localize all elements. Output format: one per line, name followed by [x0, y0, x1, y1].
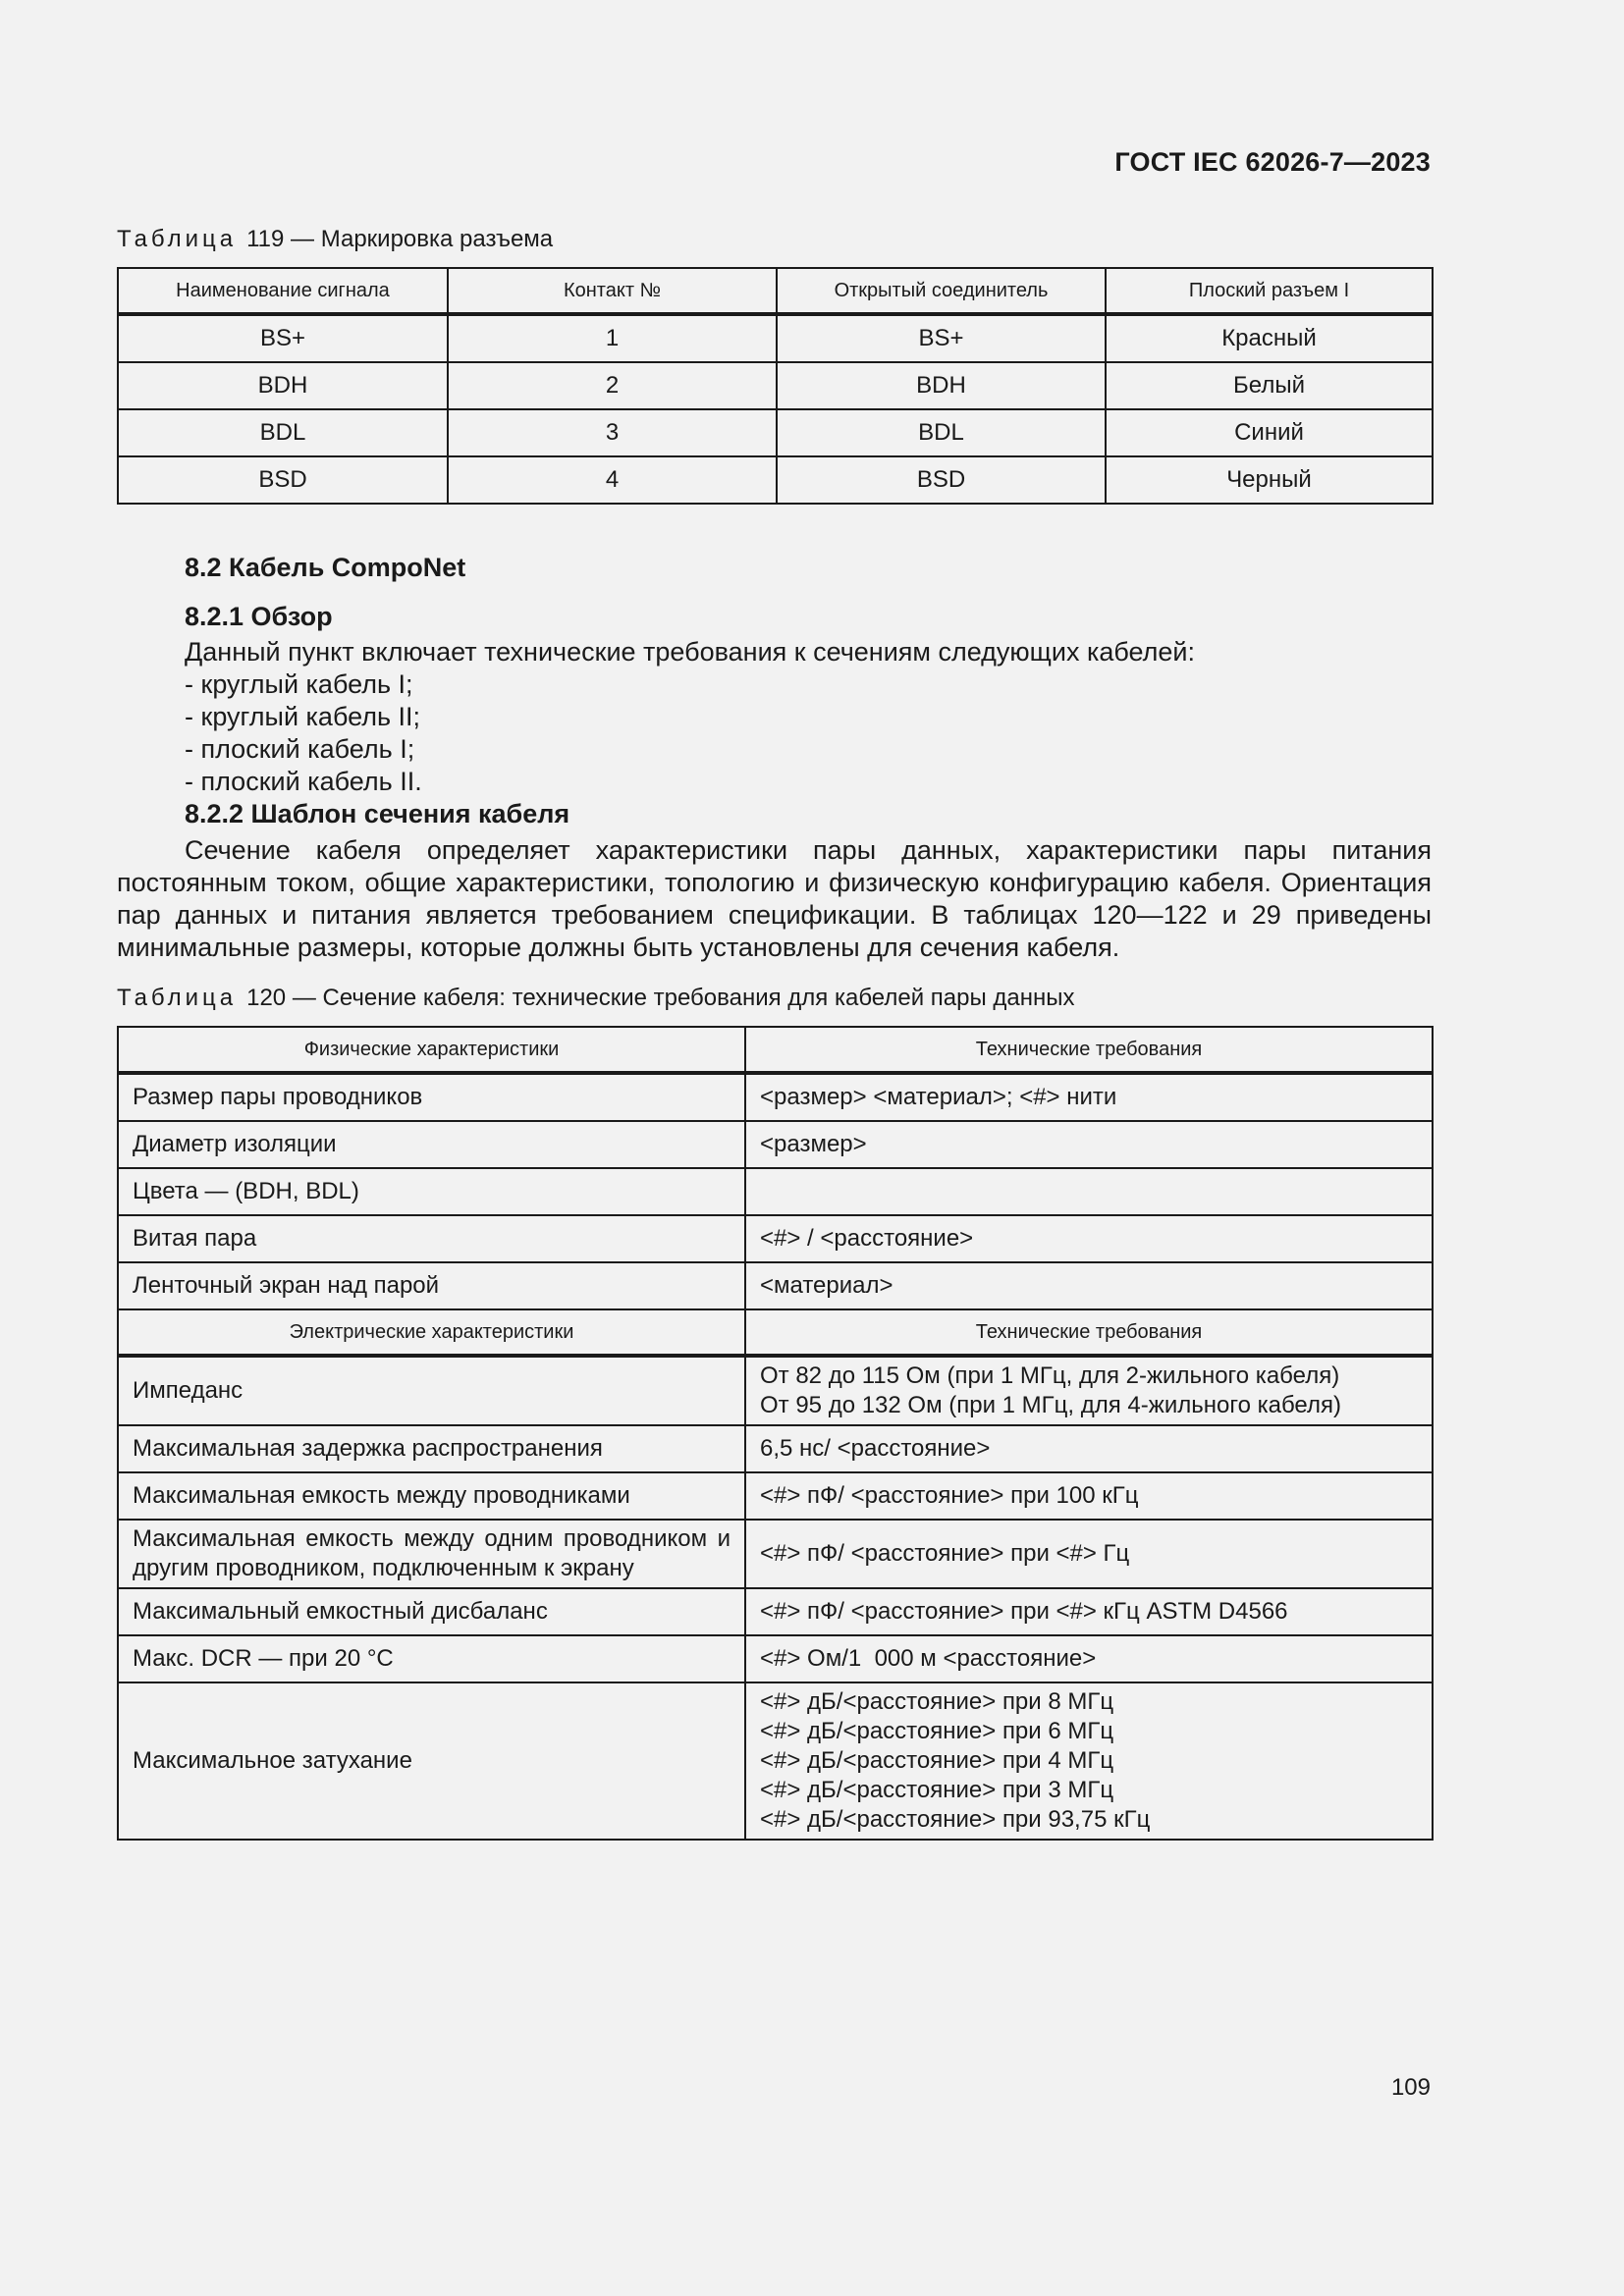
table-row: [118, 1588, 1433, 1635]
table-cell: BDL: [777, 409, 1106, 456]
table-cell: <размер> <материал>; <#> нити: [745, 1073, 1433, 1121]
list-item: - плоский кабель I;: [185, 733, 422, 766]
table-119-caption: [117, 226, 553, 253]
table-row: [118, 1356, 1433, 1425]
table-row: [118, 456, 1433, 504]
table-cell: Витая пара: [118, 1215, 745, 1262]
table-cell: Максимальная емкость между проводниками: [118, 1472, 745, 1520]
cell-line: <#> дБ/<расстояние> при 93,75 кГц: [760, 1806, 1151, 1833]
list-item: - плоский кабель II.: [185, 766, 422, 798]
section-intro-text: Данный пункт включает технические требования к сечениям следующих кабелей:: [185, 637, 1196, 667]
page-number: 109: [1390, 2074, 1431, 2101]
table-row: [118, 1472, 1433, 1520]
column-header: Наименование сигнала: [118, 268, 448, 314]
table-header-row: [118, 1027, 1433, 1073]
table-cell: Импеданс: [118, 1356, 745, 1425]
table-cell: Белый: [1106, 362, 1433, 409]
table-119-caption-label: Таблица: [117, 226, 238, 252]
table-cell: Диаметр изоляции: [118, 1121, 745, 1168]
table-row: [118, 1168, 1433, 1215]
table-cell: Красный: [1106, 314, 1433, 362]
table-cell: Максимальная емкость между одним проводником и другим проводником, подключенным к экрану: [118, 1520, 745, 1588]
table-cell: 2: [448, 362, 777, 409]
section-heading-8-2-1: 8.2.1 Обзор: [185, 602, 333, 631]
table-cell: [745, 1635, 1433, 1682]
table-cell: Максимальная задержка распространения: [118, 1425, 745, 1472]
column-header: Контакт №: [448, 268, 777, 314]
cell-line: От 82 до 115 Ом (при 1 МГц, для 2-жильного кабеля): [760, 1362, 1340, 1389]
table-header-row: [118, 1309, 1433, 1356]
table-cell: 1: [448, 314, 777, 362]
table-cell: Синий: [1106, 409, 1433, 456]
table-cell: BDL: [118, 409, 448, 456]
section-paragraph: Сечение кабеля определяет характеристики пары данных, характеристики пары питания постоянным током, общие характеристики, топологию и физическую конфигурацию кабеля. Ориентация пар данных и питания является требованием спецификации. В таблицах 120—122 и 29 приведены минимальные размеры, которые должны быть установлены для сечения кабеля.: [117, 835, 1432, 962]
table-cell: Макс. DCR — при 20 °С: [118, 1635, 745, 1682]
table-cell: BSD: [118, 456, 448, 504]
cell-line: <#> дБ/<расстояние> при 4 МГц: [760, 1747, 1114, 1774]
table-cell: <размер>: [745, 1121, 1433, 1168]
list-item: - круглый кабель II;: [185, 701, 422, 733]
cell-line: <#> дБ/<расстояние> при 3 МГц: [760, 1777, 1114, 1803]
cable-list: [185, 668, 422, 798]
table-cell: <#> пФ/ <расстояние> при <#> Гц: [745, 1520, 1433, 1588]
table-120-caption: [117, 985, 1075, 1012]
table-120-caption-text: 120 — Сечение кабеля: технические требования для кабелей пары данных: [246, 985, 1075, 1011]
table-row: [118, 314, 1433, 362]
table-119-connector-marking: [117, 267, 1434, 505]
table-row: [118, 362, 1433, 409]
list-item: - круглый кабель I;: [185, 668, 422, 701]
document-id: ГОСТ IEC 62026-7—2023: [1114, 147, 1431, 177]
table-cell: 6,5 нс/ <расстояние>: [745, 1425, 1433, 1472]
table-cell: BDH: [777, 362, 1106, 409]
table-cell: BS+: [777, 314, 1106, 362]
table-cell: Максимальное затухание: [118, 1682, 745, 1840]
table-header-row: [118, 268, 1433, 314]
column-header: Физические характеристики: [118, 1027, 745, 1073]
table-cell: BS+: [118, 314, 448, 362]
table-row: [118, 409, 1433, 456]
table-row: [118, 1682, 1433, 1840]
table-cell: <#> пФ/ <расстояние> при <#> кГц ASTM D4566: [745, 1588, 1433, 1635]
table-cell: <#> / <расстояние>: [745, 1215, 1433, 1262]
column-header: Открытый соединитель: [777, 268, 1106, 314]
table-cell: 4: [448, 456, 777, 504]
table-cell: BDH: [118, 362, 448, 409]
table-119-caption-text: 119 — Маркировка разъема: [246, 226, 554, 252]
table-cell: BSD: [777, 456, 1106, 504]
table-cell: Максимальный емкостный дисбаланс: [118, 1588, 745, 1635]
table-120-cable-section: [117, 1026, 1434, 1841]
section-heading-8-2-2: 8.2.2 Шаблон сечения кабеля: [185, 799, 570, 828]
table-row: [118, 1215, 1433, 1262]
table-row: [118, 1425, 1433, 1472]
table-row: [118, 1262, 1433, 1309]
table-cell: Размер пары проводников: [118, 1073, 745, 1121]
column-header: Технические требования: [745, 1027, 1433, 1073]
table-cell: Черный: [1106, 456, 1433, 504]
cell-line: <#> дБ/<расстояние> при 8 МГц: [760, 1688, 1114, 1715]
table-cell: Ленточный экран над парой: [118, 1262, 745, 1309]
column-header: Электрические характеристики: [118, 1309, 745, 1356]
cell-value: <#> Ом/1 000 м <расстояние>: [760, 1645, 1097, 1672]
table-row: [118, 1635, 1433, 1682]
table-row: [118, 1073, 1433, 1121]
cell-line: От 95 до 132 Ом (при 1 МГц, для 4-жильного кабеля): [760, 1392, 1341, 1418]
table-cell: Цвета — (BDH, BDL): [118, 1168, 745, 1215]
table-cell: [745, 1356, 1433, 1425]
table-cell: 3: [448, 409, 777, 456]
cell-line: <#> дБ/<расстояние> при 6 МГц: [760, 1718, 1114, 1744]
table-cell: [745, 1682, 1433, 1840]
table-row: [118, 1121, 1433, 1168]
section-heading-8-2: 8.2 Кабель CompoNet: [185, 553, 466, 582]
table-120-caption-label: Таблица: [117, 985, 238, 1011]
table-cell: <материал>: [745, 1262, 1433, 1309]
table-cell: [745, 1168, 1433, 1215]
table-row: [118, 1520, 1433, 1588]
column-header: Технические требования: [745, 1309, 1433, 1356]
column-header: Плоский разъем I: [1106, 268, 1433, 314]
table-cell: <#> пФ/ <расстояние> при 100 кГц: [745, 1472, 1433, 1520]
